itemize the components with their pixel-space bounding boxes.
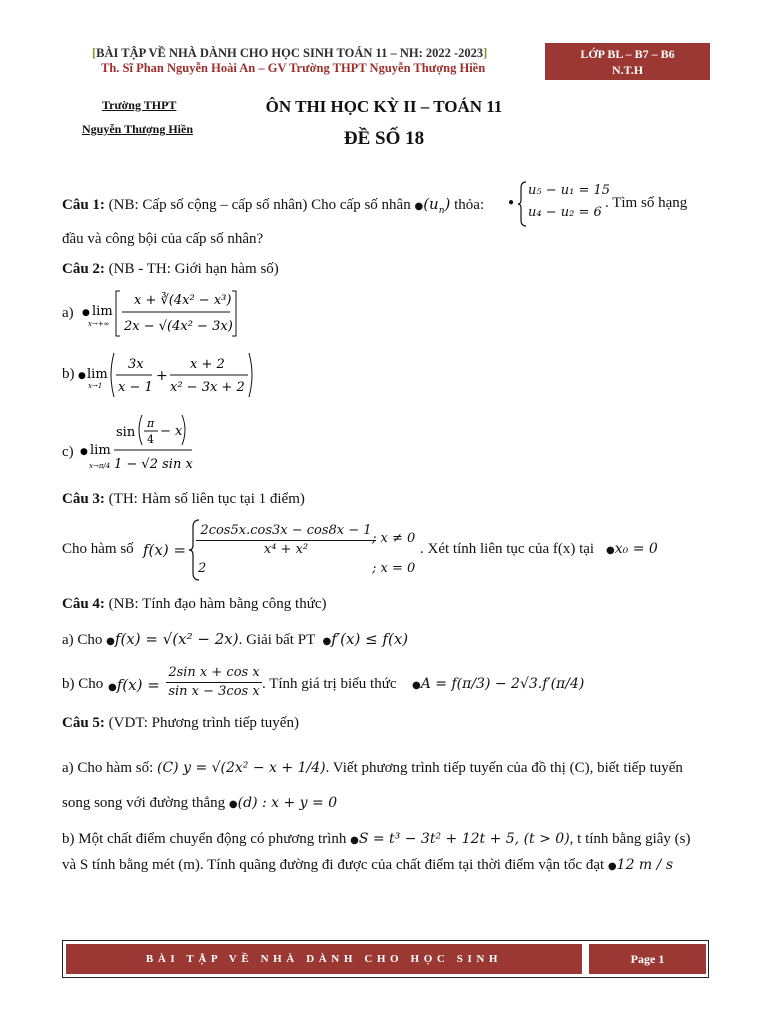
svg-text:lim: lim [87,367,108,382]
q4a-line [62,630,408,649]
q5b-tail: , t tính bằng giây (s) [569,831,691,847]
q3-cond2: ; x = 0 [372,561,416,576]
svg-text:x→π/4: x→π/4 [89,462,111,470]
q3-lead: Cho hàm số [62,541,134,557]
q2a-label: a) [62,305,74,321]
q2-heading [62,261,279,278]
svg-text:2x − √(4x² − 3x): 2x − √(4x² − 3x) [124,319,233,334]
school-line2: Nguyễn Thượng Hiền [82,122,193,136]
q3-num: 2cos5x.cos3x − cos8x − 1 [196,522,376,541]
q5a-line2-text: song song với đường thẳng [62,795,226,811]
q4b-expr: ●A = f(π/3) − 2√3.f′(π/4) [412,676,585,692]
q3-cond1: ; x ≠ 0 [372,531,416,546]
q5a-line2 [62,795,337,812]
svg-text:3x: 3x [128,357,144,372]
q4-text: (NB: Tính đạo hàm bằng công thức) [108,596,327,612]
page-number: Page 1 [589,944,706,974]
q3-heading [62,491,305,508]
svg-text:sin: sin [116,425,136,440]
header-bracket-close: ] [483,46,488,60]
school-line1: Trường THPT [102,98,177,112]
q1-text-c: . Tìm số hạng [605,195,688,211]
q3-point: ●x₀ = 0 [606,541,658,557]
svg-text:x + ∛(4x² − x³): x + ∛(4x² − x³) [134,293,232,308]
svg-text:●: ● [82,308,90,318]
svg-text:π: π [147,417,155,430]
q5a-func: (C) y = √(2x² − x + 1/4) [157,760,326,776]
q3-label: Câu 3: [62,491,105,507]
q2-label: Câu 2: [62,261,105,277]
q5b-v: ●12 m / s [607,857,673,873]
q5b-line2 [62,857,673,874]
header-bracket-open: [ [92,46,97,60]
q4a-lead: a) Cho [62,632,103,648]
footer-label: BÀI TẬP VỀ NHÀ DÀNH CHO HỌC SINH [66,944,582,974]
header-author: Th. Sĩ Phan Nguyễn Hoài An – GV Trường THPT Nguyễn Thượng Hiền [101,61,486,75]
q1-seq: $●(u_n)$ [414,195,451,216]
q1-text-b: thỏa: [454,197,485,213]
q4b-den: sin x − 3cos x [168,684,260,699]
q5b-line2-text: và S tính bằng mét (m). Tính quãng đường đi được của chất điểm tại thời điểm vận tốc đạt [62,857,605,873]
exam-number: ĐỀ SỐ 18 [343,128,425,149]
class-box-line2: N.T.H [611,63,644,77]
q3-fx: f(x) = [143,541,187,559]
svg-text:+: + [156,368,168,384]
q4b-mid: . Tính giá trị biểu thức [262,676,397,692]
q1-text-d: đầu và công bội của cấp số nhân? [62,231,264,247]
q2-text: (NB - TH: Giới hạn hàm số) [108,261,279,277]
q3-den: x⁴ + x² [263,542,309,557]
svg-text:x→1: x→1 [88,382,103,390]
svg-text:1 − √2 sin x: 1 − √2 sin x [114,457,193,472]
svg-text:●: ● [80,447,88,457]
q1-eq2: u₄ − u₂ = 6 [528,205,602,220]
q1-label: Câu 1: [62,197,105,213]
q2b-expression [78,350,258,400]
q5-label: Câu 5: [62,715,105,731]
q3-fraction [196,522,376,559]
q5a-line1 [62,760,683,777]
svg-text:x² − 3x + 2: x² − 3x + 2 [170,380,245,395]
q4a-fx: ●f(x) = √(x² − 2x) [106,630,239,648]
header-title-text: BÀI TẬP VỀ NHÀ DÀNH CHO HỌC SINH TOÁN 11 – NH: 2022 -2023 [96,46,484,60]
q1-text-a: (NB: Cấp số cộng – cấp số nhân) Cho cấp số nhân [108,197,411,213]
q5b-line1 [62,831,691,848]
q5b-lead: b) Một chất điểm chuyển động có phương trình [62,831,347,847]
page-title: ÔN THI HỌC KỲ II – TOÁN 11 [265,97,503,116]
q5b-eq: ●S = t³ − 3t² + 12t + 5, (t > 0) [350,831,570,847]
q4b-fraction [166,664,262,701]
q4a-mid: . Giải bất PT [238,632,315,648]
q5a-line: ●(d) : x + y = 0 [228,795,338,811]
q3-tail: . Xét tính liên tục của f(x) tại [420,541,595,557]
svg-text:x + 2: x + 2 [190,357,225,372]
q2c-label: c) [62,444,74,460]
q5-text: (VDT: Phương trình tiếp tuyến) [108,715,299,731]
q5a-lead: a) Cho hàm số: [62,760,154,776]
q4-label: Câu 4: [62,596,105,612]
q2a-lim: lim [92,304,113,319]
svg-text:x − 1: x − 1 [118,380,153,395]
q5a-tail: . Viết phương trình tiếp tuyến của đồ thị (C), biết tiếp tuyến [325,760,683,776]
q2c-expression [80,410,210,478]
svg-text:4: 4 [147,433,154,446]
q4b-fx: ●f(x) = [108,676,160,694]
q1-eq1: u₅ − u₁ = 15 [528,183,611,198]
q2a-expression [82,286,242,342]
q4-heading [62,596,326,613]
q3-text: (TH: Hàm số liên tục tại 1 điểm) [108,491,305,507]
q3-val2: 2 [198,561,207,576]
class-box [545,43,710,80]
svg-text:− x: − x [160,424,183,439]
q2b-label: b) [62,366,75,382]
q4a-ineq: ●f′(x) ≤ f(x) [322,630,409,648]
header-title [92,46,487,61]
q1-line1 [62,195,484,216]
svg-text:x→+∞: x→+∞ [88,320,110,328]
q4b-lead: b) Cho [62,676,104,692]
q1-brace [517,180,527,228]
q5-heading [62,715,299,732]
svg-text:lim: lim [90,443,111,458]
q4b-num: 2sin x + cos x [166,664,262,683]
svg-text:●: ● [78,371,86,381]
class-box-line1: LỚP BL – B7 – B6 [580,47,675,61]
